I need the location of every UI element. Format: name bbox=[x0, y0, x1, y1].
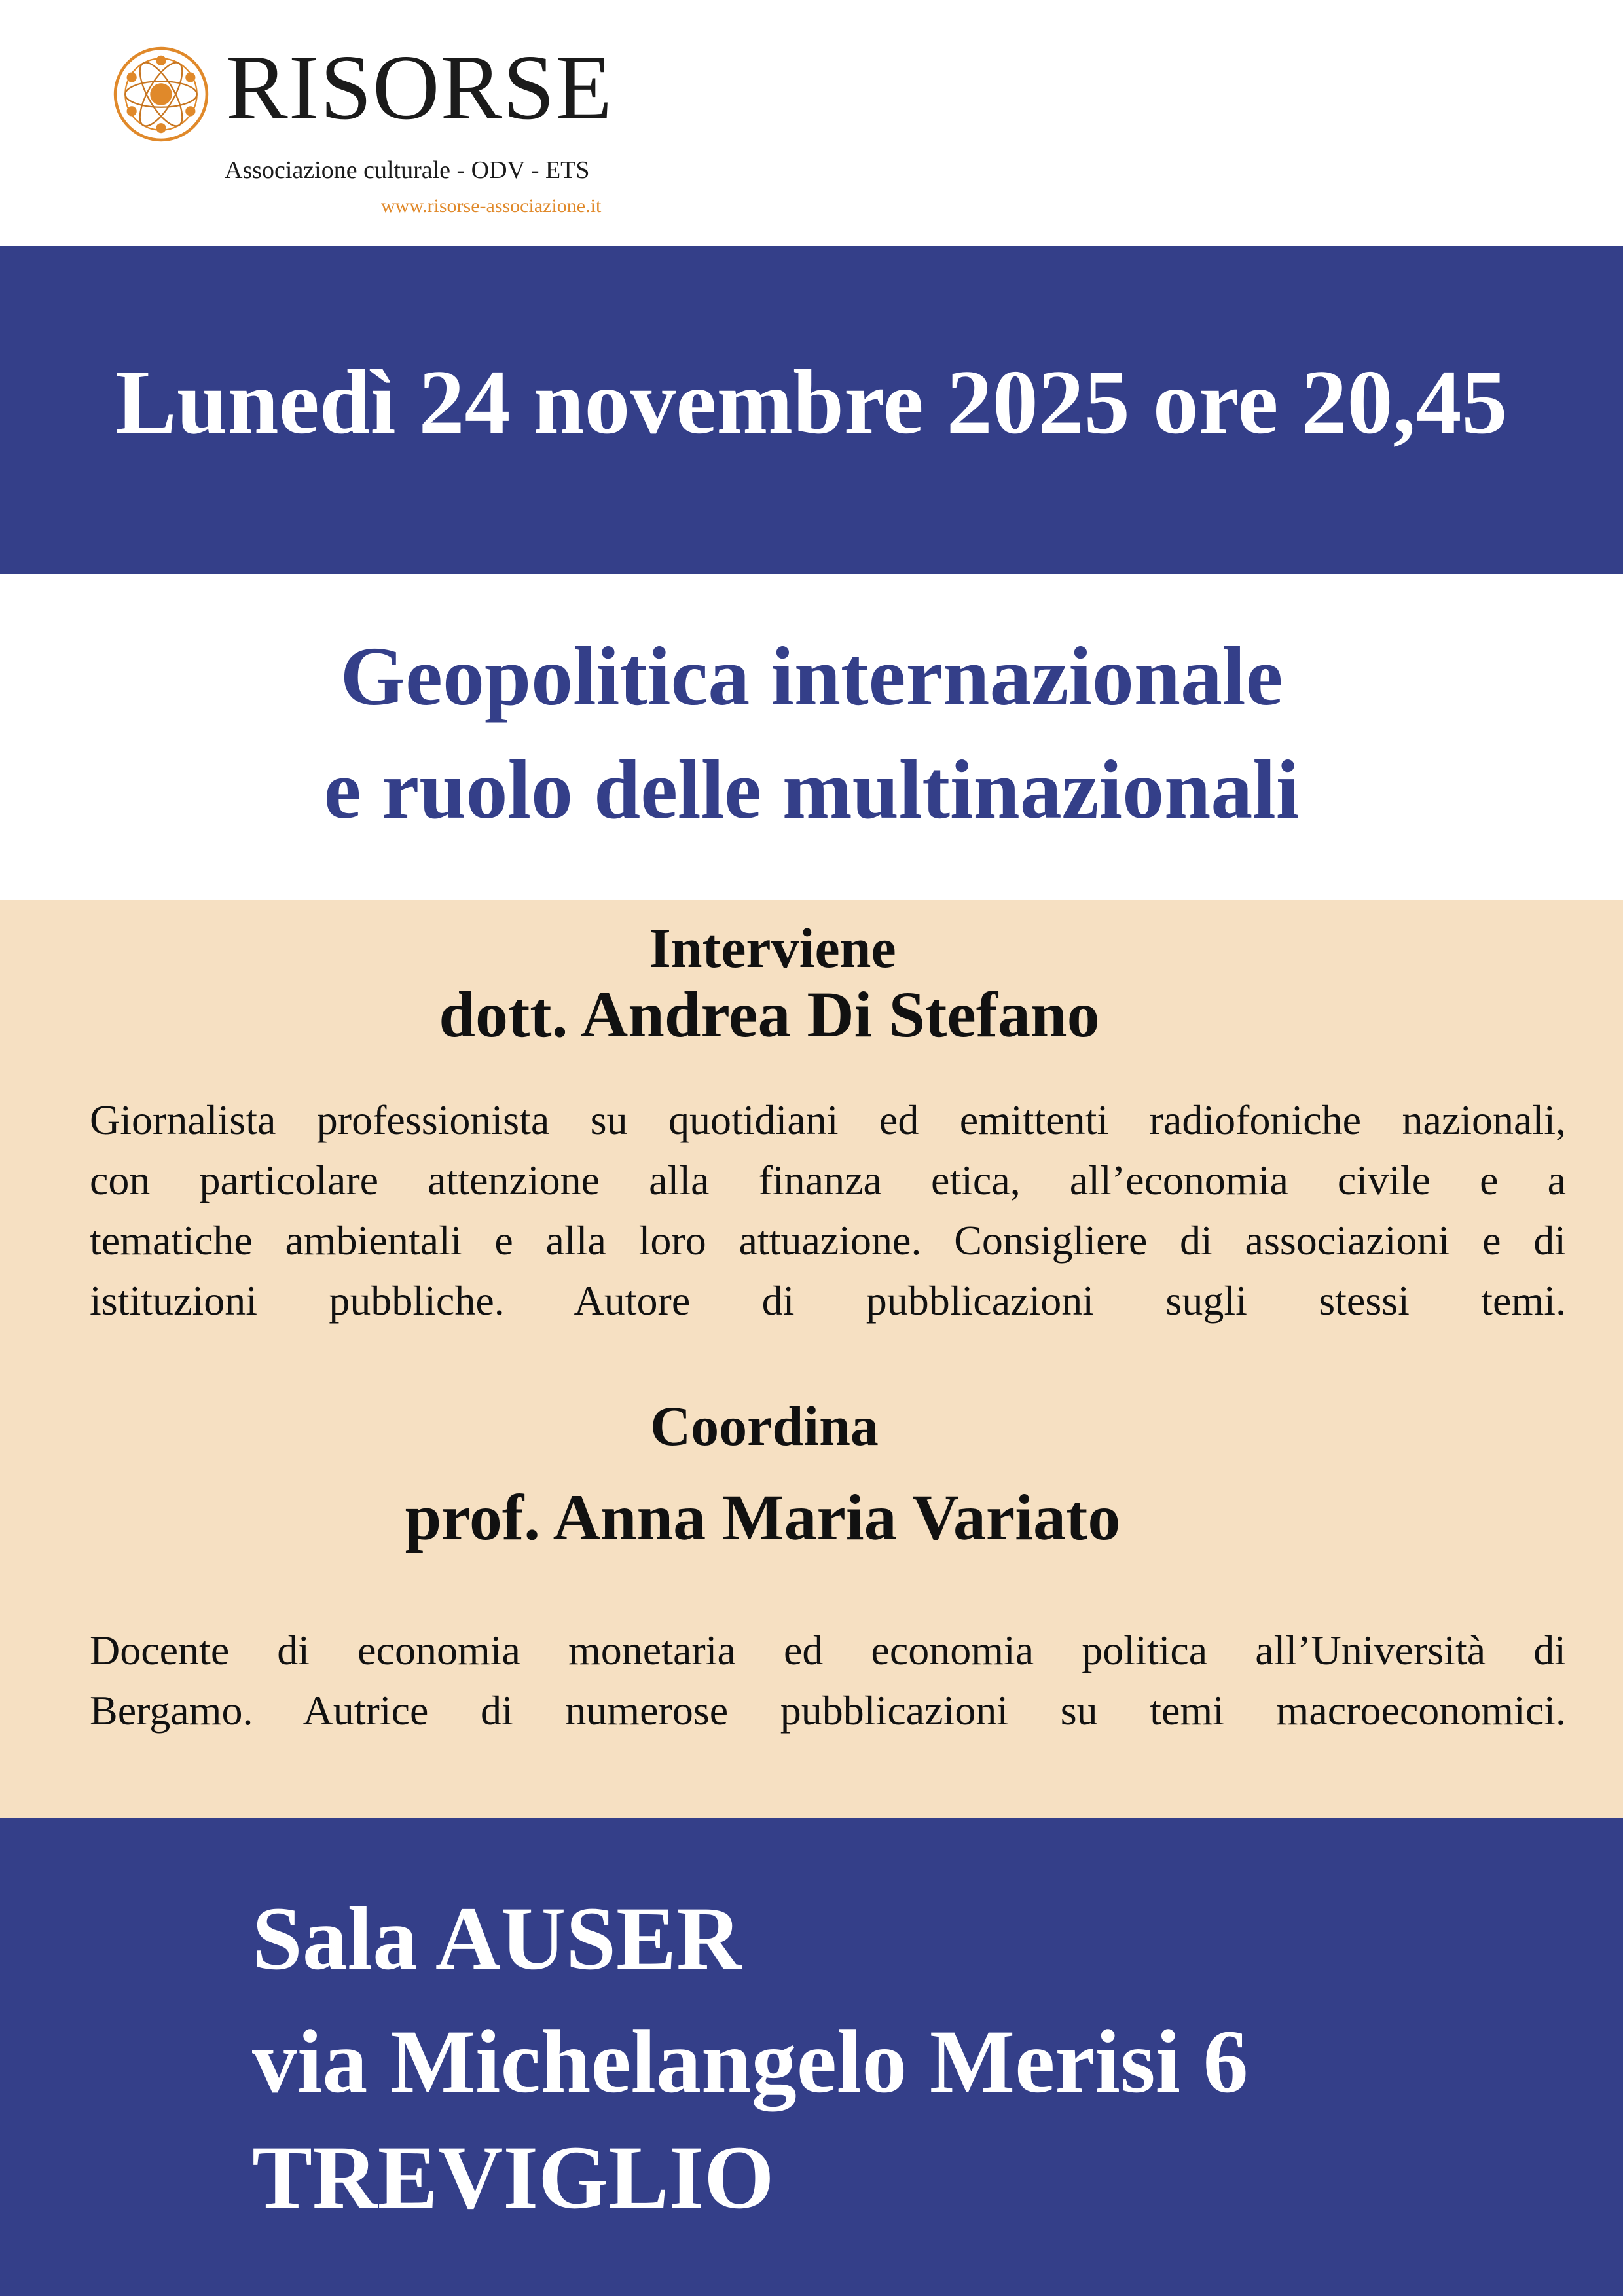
website-link[interactable]: www.risorse-associazione.it bbox=[381, 195, 602, 217]
date-band bbox=[0, 246, 1623, 574]
bio-line: Docente di economia monetaria ed economia politica all’Università di bbox=[90, 1627, 1566, 1673]
coordinator-name: prof. Anna Maria Variato bbox=[405, 1481, 1121, 1554]
event-title-line-2: e ruolo delle multinazionali bbox=[323, 743, 1300, 836]
coordinator-role: Coordina bbox=[650, 1394, 879, 1457]
bio-line: tematiche ambientali e alla loro attuazione. Consigliere di associazioni e di bbox=[90, 1217, 1566, 1264]
venue-city: TREVIGLIO bbox=[252, 2127, 775, 2227]
venue-address: via Michelangelo Merisi 6 bbox=[252, 2011, 1249, 2111]
speakers-section bbox=[0, 900, 1623, 1818]
title-section bbox=[0, 574, 1623, 900]
bio-line: Giornalista professionista su quotidiani ed emittenti radiofoniche nazionali, bbox=[90, 1097, 1566, 1143]
venue-section bbox=[0, 1818, 1623, 2296]
event-title-line-1: Geopolitica internazionale bbox=[340, 630, 1283, 723]
bio-line: con particolare attenzione alla finanza etica, all’economia civile e a bbox=[90, 1157, 1566, 1203]
bio-line: istituzioni pubbliche. Autore di pubblicazioni sugli stessi temi. bbox=[90, 1277, 1566, 1324]
venue-name: Sala AUSER bbox=[252, 1888, 742, 1988]
speaker-name: dott. Andrea Di Stefano bbox=[439, 978, 1100, 1051]
bio-line: Bergamo. Autrice di numerose pubblicazioni su temi macroeconomici. bbox=[90, 1687, 1566, 1734]
brand-tagline: Associazione culturale - ODV - ETS bbox=[225, 156, 590, 184]
coordinator-bio bbox=[90, 1620, 1566, 1741]
brand-name: RISORSE bbox=[226, 35, 613, 139]
speaker-bio bbox=[90, 1090, 1566, 1331]
event-date-time: Lunedì 24 novembre 2025 ore 20,45 bbox=[115, 352, 1508, 453]
speaker-role: Interviene bbox=[649, 917, 896, 979]
header bbox=[0, 0, 1623, 246]
atom-logo-icon bbox=[111, 45, 211, 144]
